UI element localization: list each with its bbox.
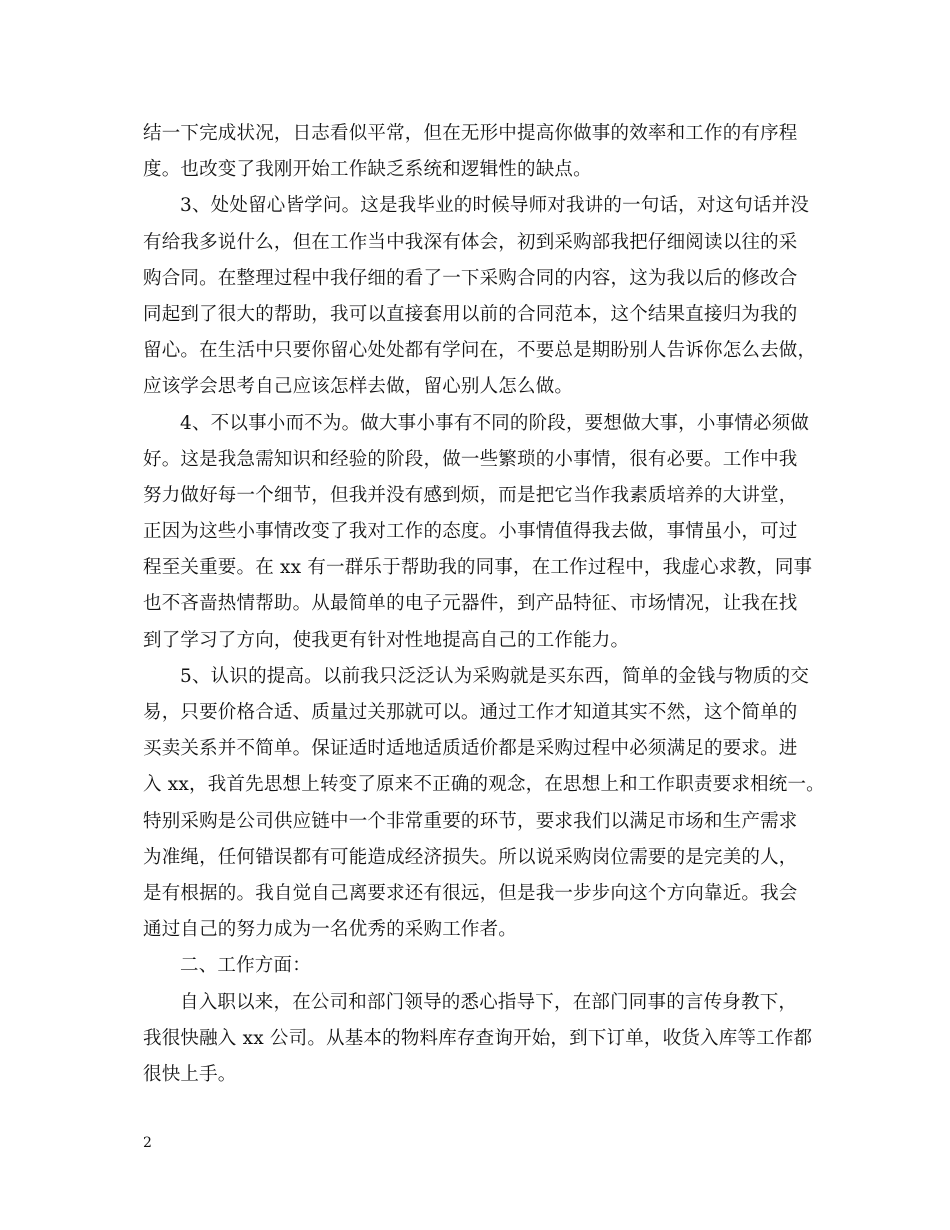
text-line: 特别采购是公司供应链中一个非常重要的环节，要求我们以满足市场和生产需求: [143, 810, 798, 832]
text-line: 有给我多说什么，但在工作当中我深有体会，初到采购部我把仔细阅读以往的采: [143, 231, 798, 253]
page-number: 2: [143, 1135, 152, 1151]
text-line: 也不吝啬热情帮助。从最简单的电子元器件，到产品特征、市场情况，让我在找: [143, 593, 798, 615]
text-line: 易，只要价格合适、质量过关那就可以。通过工作才知道其实不然，这个简单的: [143, 702, 798, 723]
text-line: 通过自己的努力成为一名优秀的采购工作者。: [143, 919, 518, 941]
text-line: 5、认识的提高。以前我只泛泛认为采购就是买东西，简单的金钱与物质的交: [180, 665, 810, 687]
text-line: 买卖关系并不简单。保证适时适地适质适价都是采购过程中必须满足的要求。进: [143, 738, 798, 760]
text-line: 为准绳，任何错误都有可能造成经济损失。所以说采购岗位需要的是完美的人，: [143, 846, 798, 868]
text-line: 结一下完成状况，日志看似平常，但在无形中提高你做事的效率和工作的有序程: [143, 123, 798, 144]
text-line: 很快上手。: [143, 1063, 237, 1085]
text-line: 我很快融入 xx 公司。从基本的物料库存查询开始，到下订单，收货入库等工作都: [143, 1027, 813, 1049]
text-line: 好。这是我急需知识和经验的阶段，做一些繁琐的小事情，很有必要。工作中我: [143, 448, 798, 470]
text-line: 留心。在生活中只要你留心处处都有学问在，不要总是期盼别人告诉你怎么去做，: [143, 340, 817, 362]
text-line: 到了学习了方向，使我更有针对性地提高自己的工作能力。: [143, 629, 630, 651]
text-line: 入 xx，我首先思想上转变了原来不正确的观念，在思想上和工作职责要求相统一。: [143, 774, 825, 796]
text-line: 程至关重要。在 xx 有一群乐于帮助我的同事，在工作过程中，我虚心求教，同事: [143, 557, 813, 579]
body-text: [143, 116, 825, 1093]
text-line: 自入职以来，在公司和部门领导的悉心指导下，在部门同事的言传身教下，: [180, 991, 798, 1013]
text-line: 3、处处留心皆学问。这是我毕业的时候导师对我讲的一句话，对这句话并没: [180, 195, 810, 217]
text-line: 4、不以事小而不为。做大事小事有不同的阶段，要想做大事，小事情必须做: [180, 412, 810, 434]
text-line: 购合同。在整理过程中我仔细的看了一下采购合同的内容，这为我以后的修改合: [143, 267, 798, 289]
text-line: 度。也改变了我刚开始工作缺乏系统和逻辑性的缺点。: [143, 159, 592, 181]
text-line: 二、工作方面：: [180, 955, 311, 977]
text-line: 努力做好每一个细节，但我并没有感到烦，而是把它当作我素质培养的大讲堂，: [143, 484, 798, 506]
text-line: 正因为这些小事情改变了我对工作的态度。小事情值得我去做，事情虽小，可过: [143, 521, 798, 543]
text-line: 是有根据的。我自觉自己离要求还有很远，但是我一步步向这个方向靠近。我会: [143, 882, 798, 904]
text-line: 同起到了很大的帮助，我可以直接套用以前的合同范本，这个结果直接归为我的: [143, 303, 798, 325]
text-line: 应该学会思考自己应该怎样去做，留心别人怎么做。: [143, 376, 574, 398]
